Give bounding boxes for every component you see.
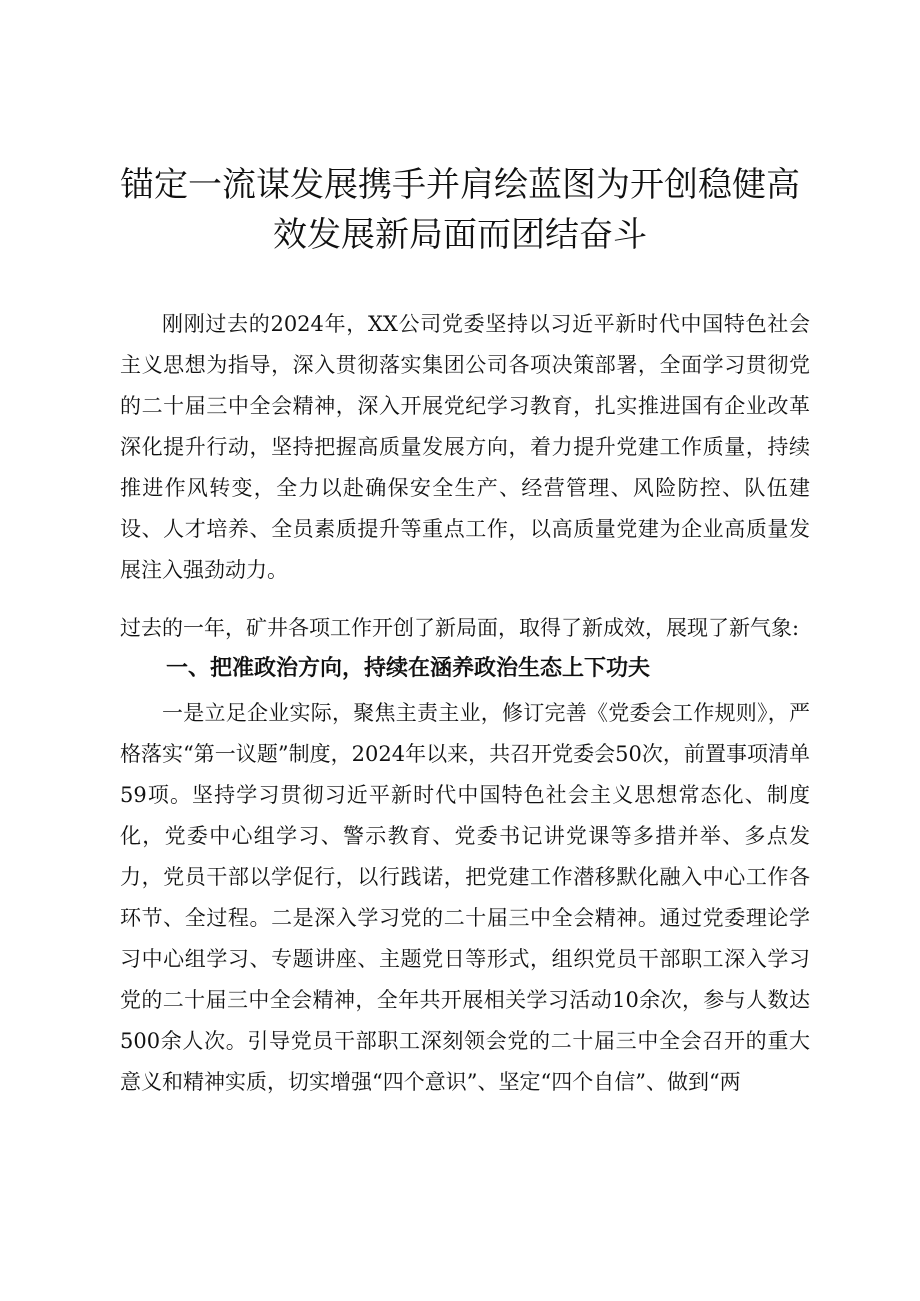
section-heading: 一、把准政治方向，持续在涵养政治生态上下功夫 (166, 656, 651, 681)
section-paragraph: 一是立足企业实际，聚焦主责主业，修订完善《党委会工作规则》，严格落实“第一议题”制度，2024年以来，共召开党委会50次，前置事项清单59项。坚持学习贯彻习近平新时代中国特色社会主义思想常态化、制度化，党委中心组学习、警示教育、党委书记讲党课等多措并举、多点发力，党员干部以学促行，以行践诺，把党建工作潜移默化融入中心工作各环节、全过程。二是深入学习党的二十届三中全会精神。通过党委理论学习中心组学习、专题讲座、主题党日等形式，组织党员干部职工深入学习党的二十届三中全会精神，全年共开展相关学习活动10余次，参与人数达500余人次。引导党员干部职工深刻领会党的二十届三中全会召开的重大意义和精神实质，切实增强“四个意识”、坚定“四个自信”、做到“两 (120, 701, 810, 1094)
summary-line: 过去的一年，矿井各项工作开创了新局面，取得了新成效，展现了新气象: (120, 616, 800, 640)
intro-paragraph: 刚刚过去的2024年，XX公司党委坚持以习近平新时代中国特色社会主义思想为指导，深入贯彻落实集团公司各项决策部署，全面学习贯彻党的二十届三中全会精神，深入开展党纪学习教育，扎实推进国有企业改革深化提升行动，坚持把握高质量发展方向，着力提升党建工作质量，持续推进作风转变，全力以赴确保安全生产、经营管理、风险防控、队伍建设、人才培养、全员素质提升等重点工作，以高质量党建为企业高质量发展注入强劲动力。 (120, 312, 810, 582)
document-title: 锚定一流谋发展携手并肩绘蓝图为开创稳健高效发展新局面而团结奋斗 (120, 165, 800, 255)
